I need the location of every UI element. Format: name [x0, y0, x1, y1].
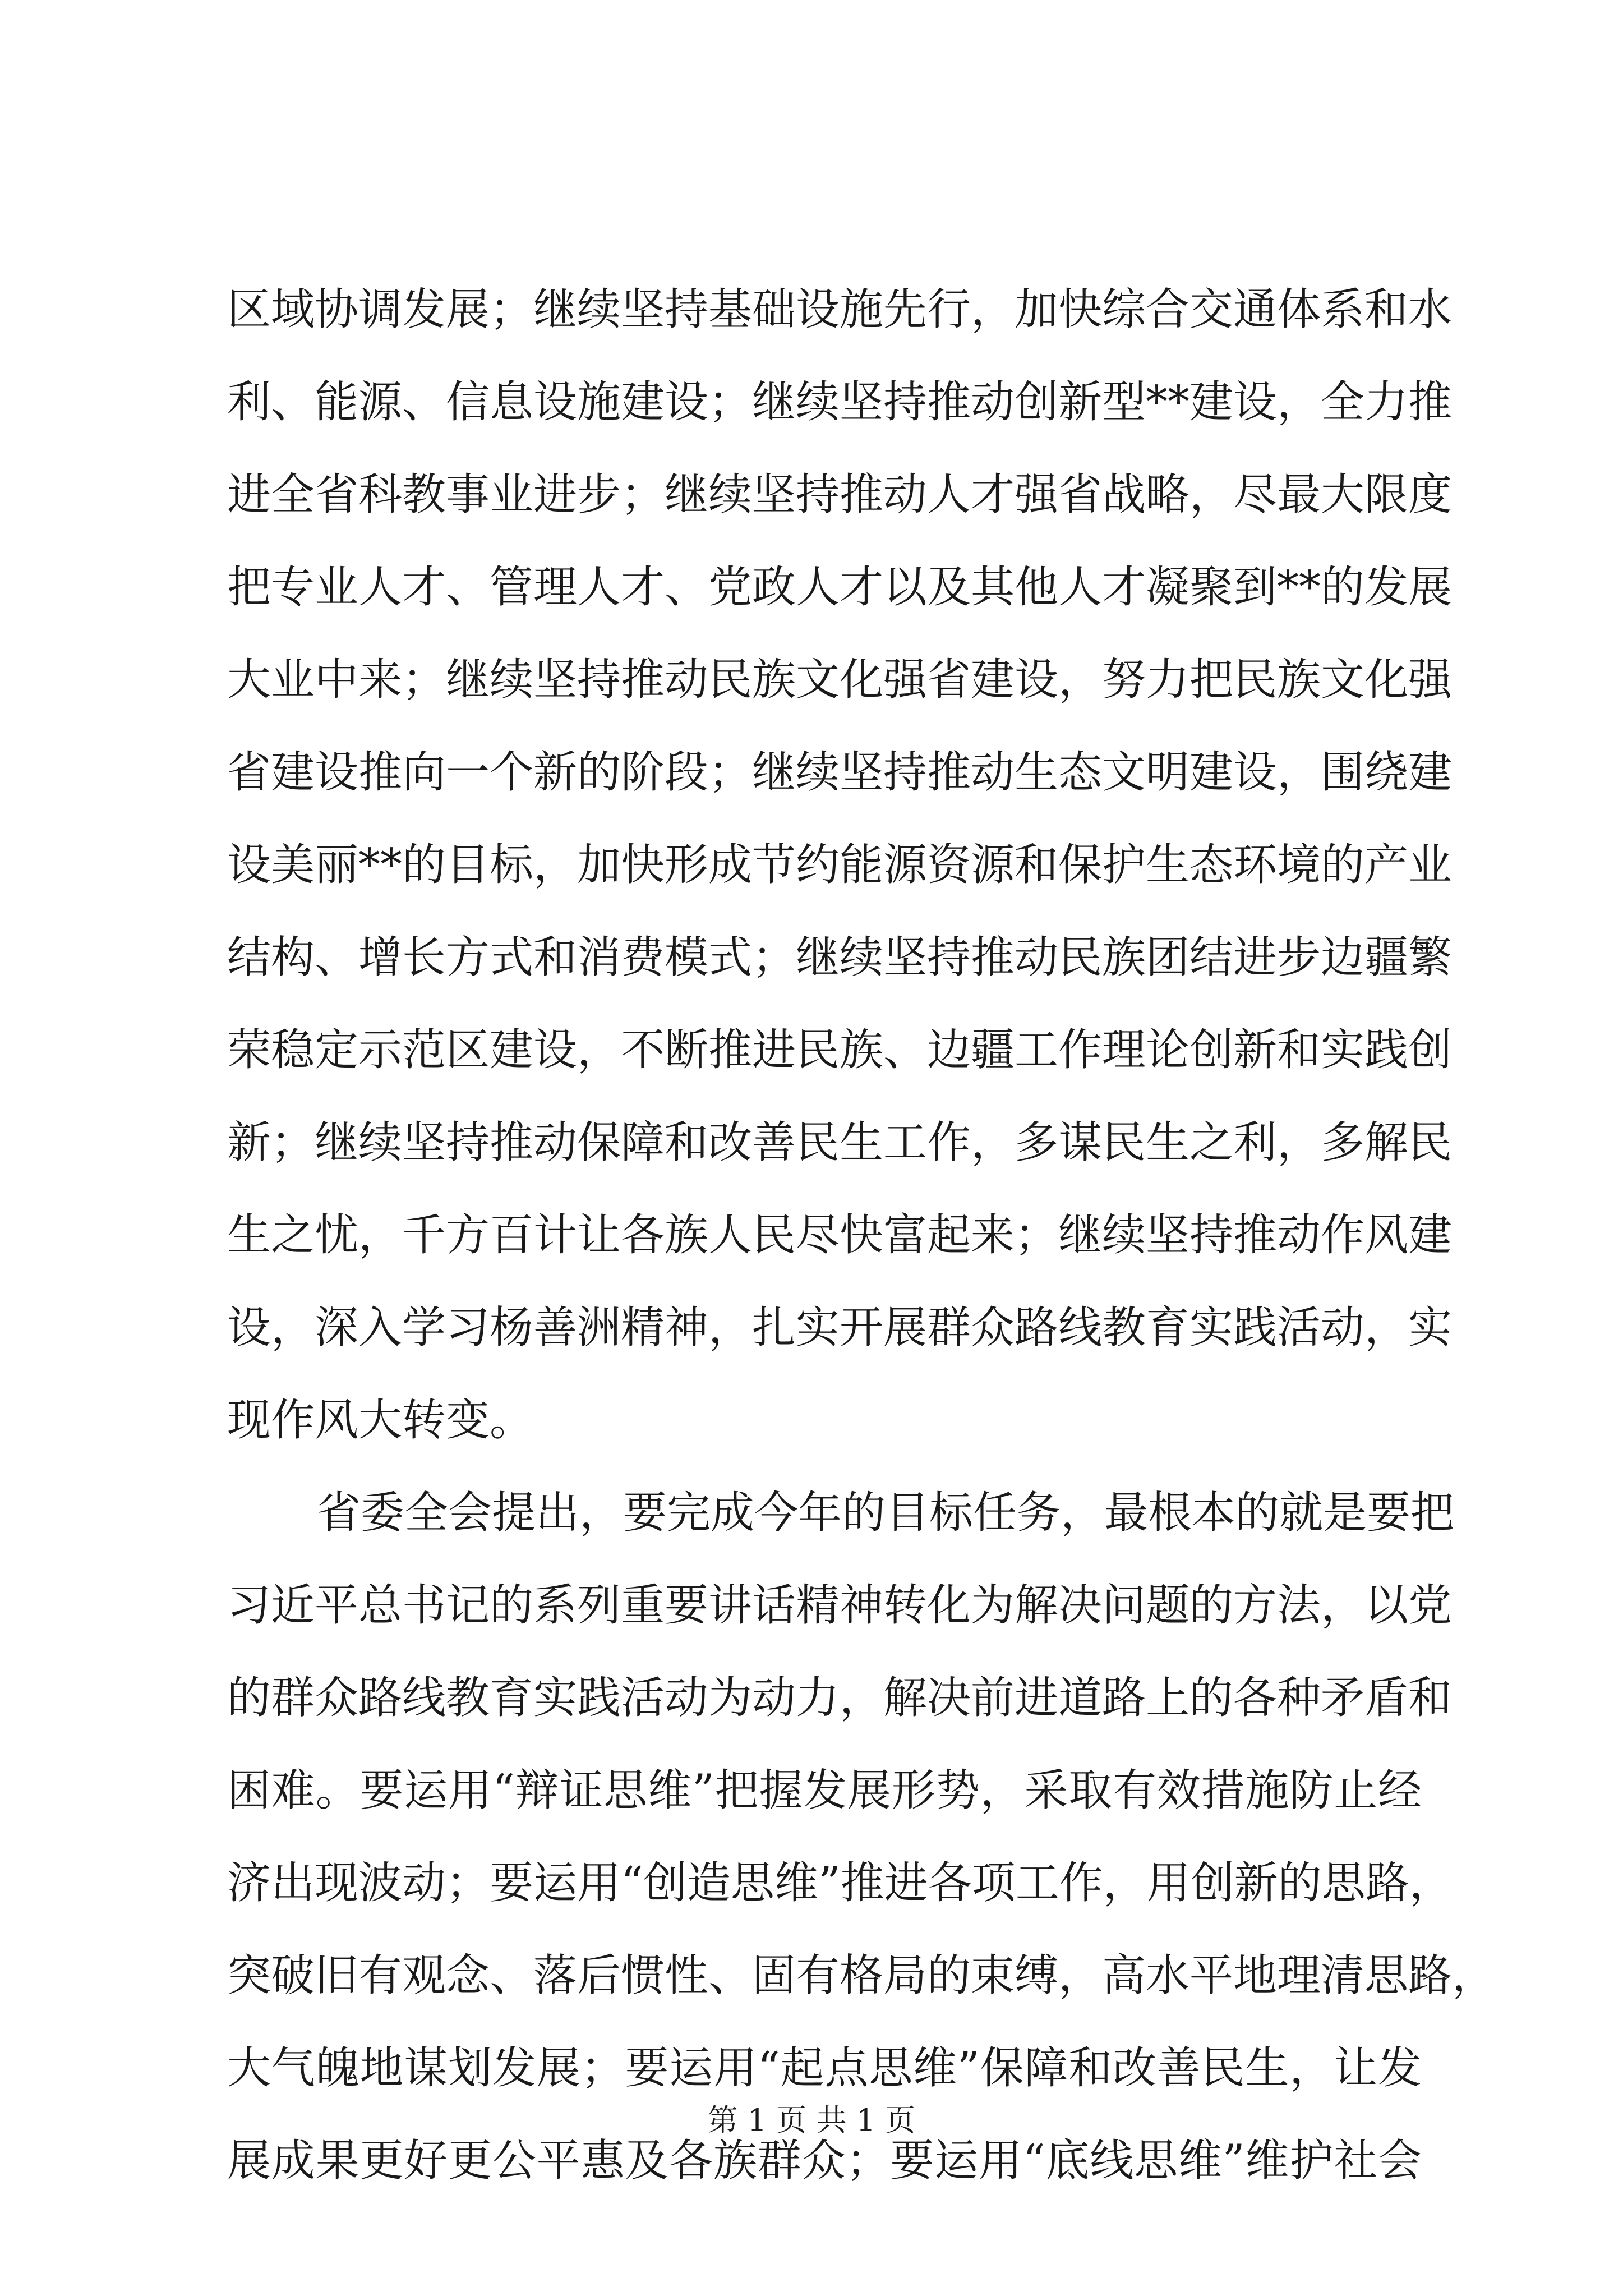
- document-body: [227, 264, 1496, 2207]
- text-line: 大业中来；继续坚持推动民族文化强省建设，努力把民族文化强: [227, 655, 1453, 705]
- text-line: 把专业人才、管理人才、党政人才以及其他人才凝聚到**的发展: [227, 562, 1453, 613]
- text-line: 现作风大转变。: [227, 1395, 534, 1446]
- text-line: 设美丽**的目标，加快形成节约能源资源和保护生态环境的产业: [227, 840, 1453, 890]
- text-line: 困难。要运用“辩证思维”把握发展形势，采取有效措施防止经: [227, 1765, 1422, 1816]
- text-line: 区域协调发展；继续坚持基础设施先行，加快综合交通体系和水: [227, 284, 1453, 335]
- text-line: 结构、增长方式和消费模式；继续坚持推动民族团结进步边疆繁: [227, 932, 1453, 983]
- text-line: 的群众路线教育实践活动为动力，解决前进道路上的各种矛盾和: [227, 1673, 1453, 1723]
- text-line: 省委全会提出，要完成今年的目标任务，最根本的就是要把: [317, 1488, 1455, 1538]
- page-footer: 第 1 页 共 1 页: [707, 2102, 916, 2138]
- text-line: 省建设推向一个新的阶段；继续坚持推动生态文明建设，围绕建: [227, 747, 1453, 798]
- text-line: 济出现波动；要运用“创造思维”推进各项工作，用创新的思路，: [227, 1858, 1453, 1908]
- paragraph-1: [227, 264, 1453, 1467]
- text-line: 荣稳定示范区建设，不断推进民族、边疆工作理论创新和实践创: [227, 1025, 1453, 1075]
- paragraph-2: [227, 1467, 1496, 2207]
- text-line: 进全省科教事业进步；继续坚持推动人才强省战略，尽最大限度: [227, 470, 1453, 520]
- text-line: 利、能源、信息设施建设；继续坚持推动创新型**建设，全力推: [227, 377, 1453, 427]
- text-line: 设，深入学习杨善洲精神，扎实开展群众路线教育实践活动，实: [227, 1303, 1453, 1353]
- text-line: 大气魄地谋划发展；要运用“起点思维”保障和改善民生，让发: [227, 2043, 1422, 2093]
- text-line: 习近平总书记的系列重要讲话精神转化为解决问题的方法，以党: [227, 1580, 1453, 1631]
- text-line: 展成果更好更公平惠及各族群众；要运用“底线思维”维护社会: [227, 2136, 1422, 2186]
- text-line: 突破旧有观念、落后惯性、固有格局的束缚，高水平地理清思路，: [227, 1950, 1496, 2001]
- text-line: 新；继续坚持推动保障和改善民生工作，多谋民生之利，多解民: [227, 1117, 1453, 1168]
- text-line: 生之忧，千方百计让各族人民尽快富起来；继续坚持推动作风建: [227, 1210, 1453, 1260]
